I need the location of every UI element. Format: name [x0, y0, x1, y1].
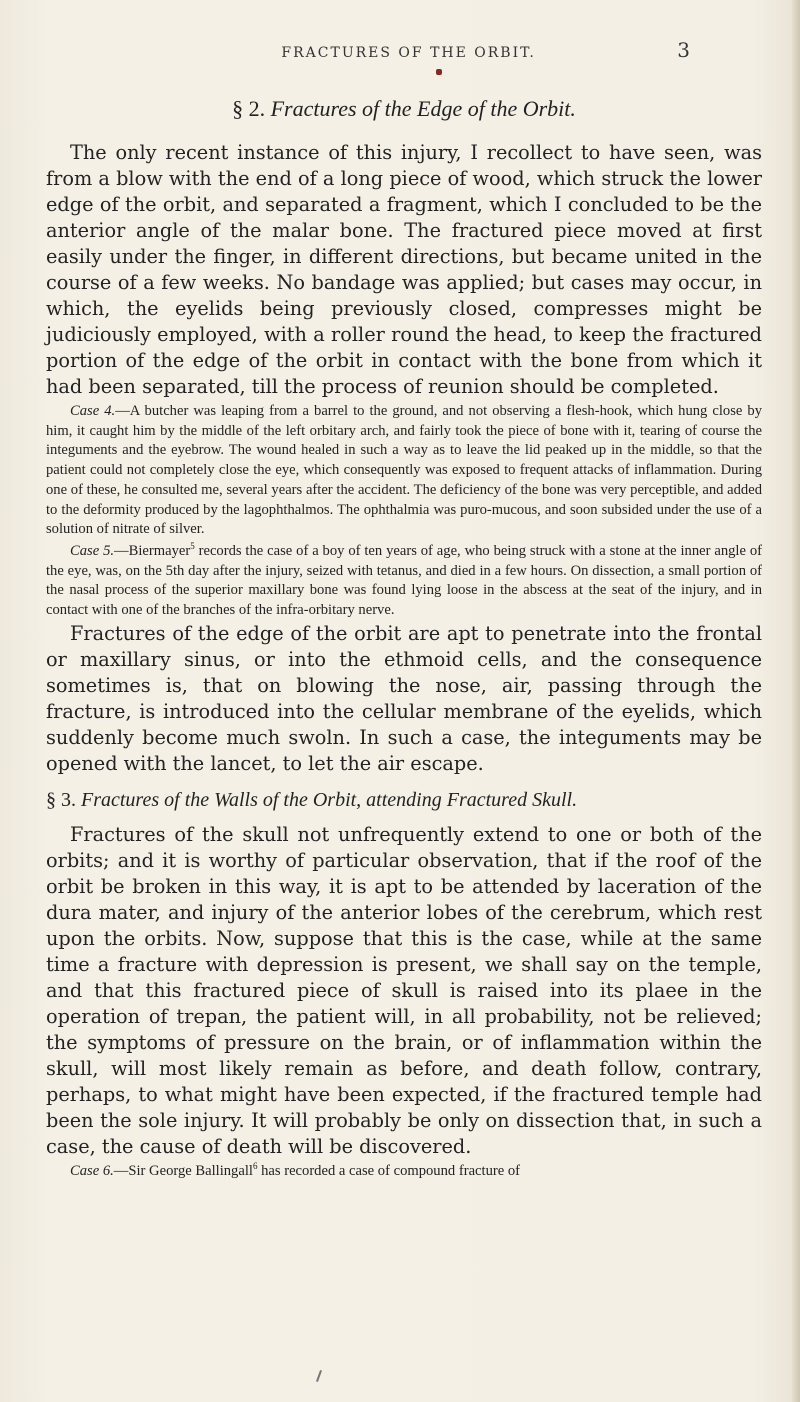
section-title: Fractures of the Edge of the Orbit. [270, 96, 576, 121]
section-title: Fractures of the Walls of the Orbit, attending Fractured Skull. [81, 788, 578, 811]
paragraph: The only recent instance of this injury, I recollect to have seen, was from a blow with the end of a long piece of wood, which struck the lower edge of the orbit, and separated a fragment, which I concluded to be the anterior angle of the malar bone. The fractured piece moved at first easily under the finger, in different directions, but became united in the course of a few weeks. No bandage was applied; but cases may occur, in which, the eyelids being previously closed, compresses might be judiciously employed, with a roller round the head, to keep the fractured portion of the edge of the orbit in contact with the bone from which it had been separated, till the process of reunion should be completed. [46, 141, 762, 398]
case-6 [46, 1162, 762, 1182]
case-4 [46, 402, 762, 540]
running-head: FRACTURES OF THE ORBIT. [281, 45, 536, 61]
section-2-heading [46, 96, 762, 122]
case-text: —A butcher was leaping from a barrel to the ground, and not observing a flesh-hook, which hung close by him, it caught him by the middle of the left orbitary arch, and fairly took the piece of bone with it, tearing of course the integuments and the eyebrow. The wound healed in such a way as to leave the lid peaked up in the middle, so that the patient could not completely close the eye, which consequently was exposed to frequent attacks of inflammation. During one of these, he consulted me, several years after the accident. The deficiency of the bone was very perceptible, and added to the deformity produced by the lagophthalmos. The ophthalmia was puro-mucous, and soon subsided under the use of a solution of nitrate of silver. [46, 403, 763, 538]
case-text: records the case of a boy of ten years of age, who being struck with a stone at the inner angle of the eye, was, on the 5th day after the injury, seized with tetanus, and died in a few hours. On dissection, a small portion of the nasal process of the superior maxillary bone was found lying loose in the abscess at the seat of the injury, and in contact with one of the branches of the infra-orbitary nerve. [46, 542, 763, 619]
footnote-ref: 5 [190, 541, 195, 552]
case-text-lead: —Biermayer [114, 542, 191, 559]
section-number: § 3. [46, 788, 76, 811]
case-label: Case 5. [70, 542, 115, 559]
footnote-ref: 6 [252, 1160, 258, 1171]
ink-mark [316, 1370, 322, 1382]
case-text-lead: —Sir George Ballingall [113, 1162, 253, 1179]
case-5 [46, 542, 762, 621]
ink-speck [436, 69, 442, 75]
page-edge [792, 0, 800, 1402]
page-header [110, 38, 690, 62]
page-number: 3 [677, 38, 690, 62]
section-3-heading [46, 789, 762, 812]
case-text: has recorded a case of compound fracture of [257, 1162, 521, 1179]
paragraph: Fractures of the skull not unfrequently extend to one or both of the orbits; and it is worthy of particular observation, that if the roof of the orbit be broken in this way, it is apt to be attended by laceration of the dura mater, and injury of the anterior lobes of the cerebrum, which rest upon the orbits. Now, suppose that this is the case, while at the same time a fracture with depression is present, we shall say on the temple, and that this fractured piece of skull is raised into its plaee in the operation of trepan, the patient will, in all probability, not be relieved; the symptoms of pressure on the brain, or of inflammation within the skull, will most likely remain as before, and death follow, contrary, perhaps, to what might have been expected, if the fractured temple had been the sole injury. It will probably be only on dissection that, in such a case, the cause of death will be discovered. [46, 822, 762, 1158]
section-number: § 2. [232, 96, 266, 121]
paragraph: Fractures of the edge of the orbit are apt to penetrate into the frontal or maxillary sinus, or into the ethmoid cells, and the consequence sometimes is, that on blowing the nose, air, passing through the fracture, is introduced into the cellular membrane of the eyelids, which suddenly become much swoln. In such a case, the integuments may be opened with the lancet, to let the air escape. [46, 621, 762, 775]
page-body [46, 96, 762, 1181]
case-label: Case 6. [70, 1162, 114, 1179]
case-label: Case 4. [70, 403, 116, 419]
